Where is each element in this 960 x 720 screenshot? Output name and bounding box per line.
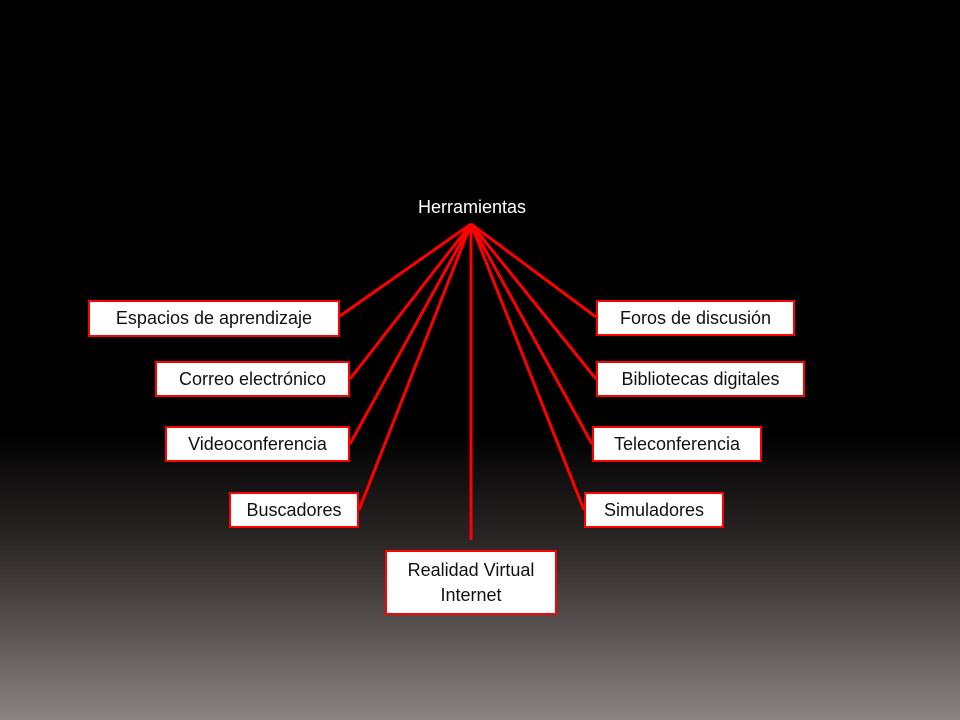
connector-videoconferencia	[350, 224, 471, 444]
node-realidad-line-1: Realidad Virtual	[407, 559, 535, 580]
connector-espacios	[340, 224, 471, 316]
connector-teleconferencia	[471, 224, 592, 444]
node-teleconferencia: Teleconferencia	[592, 426, 762, 462]
node-foros-de-discusion: Foros de discusión	[596, 300, 795, 336]
node-buscadores: Buscadores	[229, 492, 359, 528]
node-realidad-line-2: Internet	[440, 584, 502, 605]
node-videoconferencia: Videoconferencia	[165, 426, 350, 462]
root-label: Herramientas	[417, 197, 527, 217]
node-espacios-de-aprendizaje: Espacios de aprendizaje	[88, 300, 340, 337]
connector-correo	[350, 224, 471, 379]
node-realidad-virtual-internet	[385, 550, 557, 615]
node-bibliotecas-digitales: Bibliotecas digitales	[596, 361, 805, 397]
connector-buscadores	[359, 224, 471, 510]
node-correo-electronico: Correo electrónico	[155, 361, 350, 397]
node-simuladores: Simuladores	[584, 492, 724, 528]
